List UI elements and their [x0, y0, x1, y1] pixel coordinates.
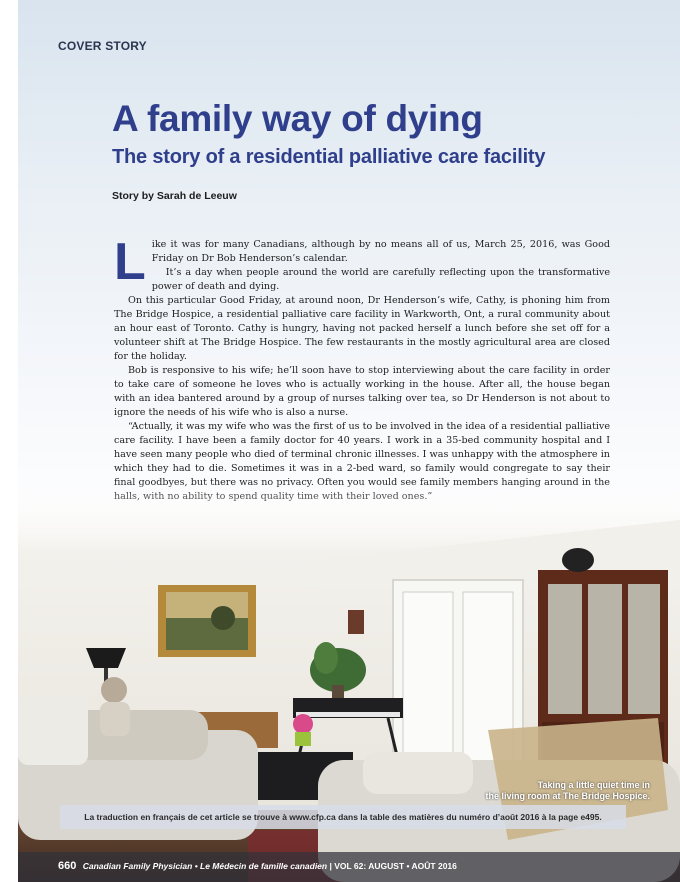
- paragraph-3: On this particular Good Friday, at around noon, Dr Henderson’s wife, Cathy, is phoning him from The Bridge Hospice, a residential palliative care facility in Warkworth, Ont, a rural community about an hour east of Toronto. Cathy is hungry, having not packed herself a lunch before she set off for a volunteer shift at The Bridge Hospice. The few restaurants in the mostly agricultural area are closed for the holiday.: [114, 295, 610, 362]
- paragraph-text: ike it was for many Canadians, although by no means all of us, March 25, 2016, was Good Friday on Dr Bob Henderson’s calendar.: [151, 239, 610, 264]
- issue-info: VOL 62: AUGUST • AOÛT 2016: [334, 861, 457, 871]
- magazine-page: [18, 0, 680, 882]
- byline: Story by Sarah de Leeuw: [112, 190, 237, 202]
- photo-caption: [485, 780, 650, 802]
- footer-text: [58, 860, 457, 872]
- paragraph-4: Bob is responsive to his wife; he’ll soon have to stop interviewing about the care facility in order to take care of someone he loves who is actually working in the house. After all, the house began with an idea bantered around by a group of nurses talking over tea, so Dr Henderson is not about to ignore the needs of his wife who is also a nurse.: [114, 365, 610, 418]
- flower-pot: [293, 714, 313, 746]
- section-label: COVER STORY: [58, 39, 147, 53]
- article-body: [114, 233, 610, 504]
- caption-line-2: the living room at The Bridge Hospice.: [485, 791, 650, 801]
- translation-note: La traduction en français de cet article se trouve à www.cfp.ca dans la table des matières du numéro d’août 2016 à la page e495.: [60, 805, 626, 829]
- paragraph-5: “Actually, it was my wife who was the first of us to be involved in the idea of a residential palliative care facility. I have been a family doctor for 40 years. I work in a 35-bed community hospital and I have seen many people who died of terminal chronic illnesses. I was unhappy with the atmosphere in which they had to die. Sometimes it was in a 2-bed ward, so family would congregate to say their: [114, 421, 610, 474]
- paragraph-2: It’s a day when people around the world are carefully reflecting upon the transformative power of death and dying.: [151, 267, 610, 292]
- article-subtitle: The story of a residential palliative care facility: [112, 146, 546, 168]
- person-reading: [100, 677, 130, 736]
- page-footer: [18, 852, 680, 882]
- painting: [158, 585, 256, 657]
- drop-cap: L: [114, 233, 146, 291]
- page-number: 660: [58, 860, 77, 872]
- footer-separator: |: [329, 861, 332, 871]
- journal-name: Canadian Family Physician • Le Médecin de famille canadien: [82, 861, 328, 871]
- caption-line-1: Taking a little quiet time in: [537, 780, 650, 790]
- article-title: A family way of dying: [112, 98, 483, 139]
